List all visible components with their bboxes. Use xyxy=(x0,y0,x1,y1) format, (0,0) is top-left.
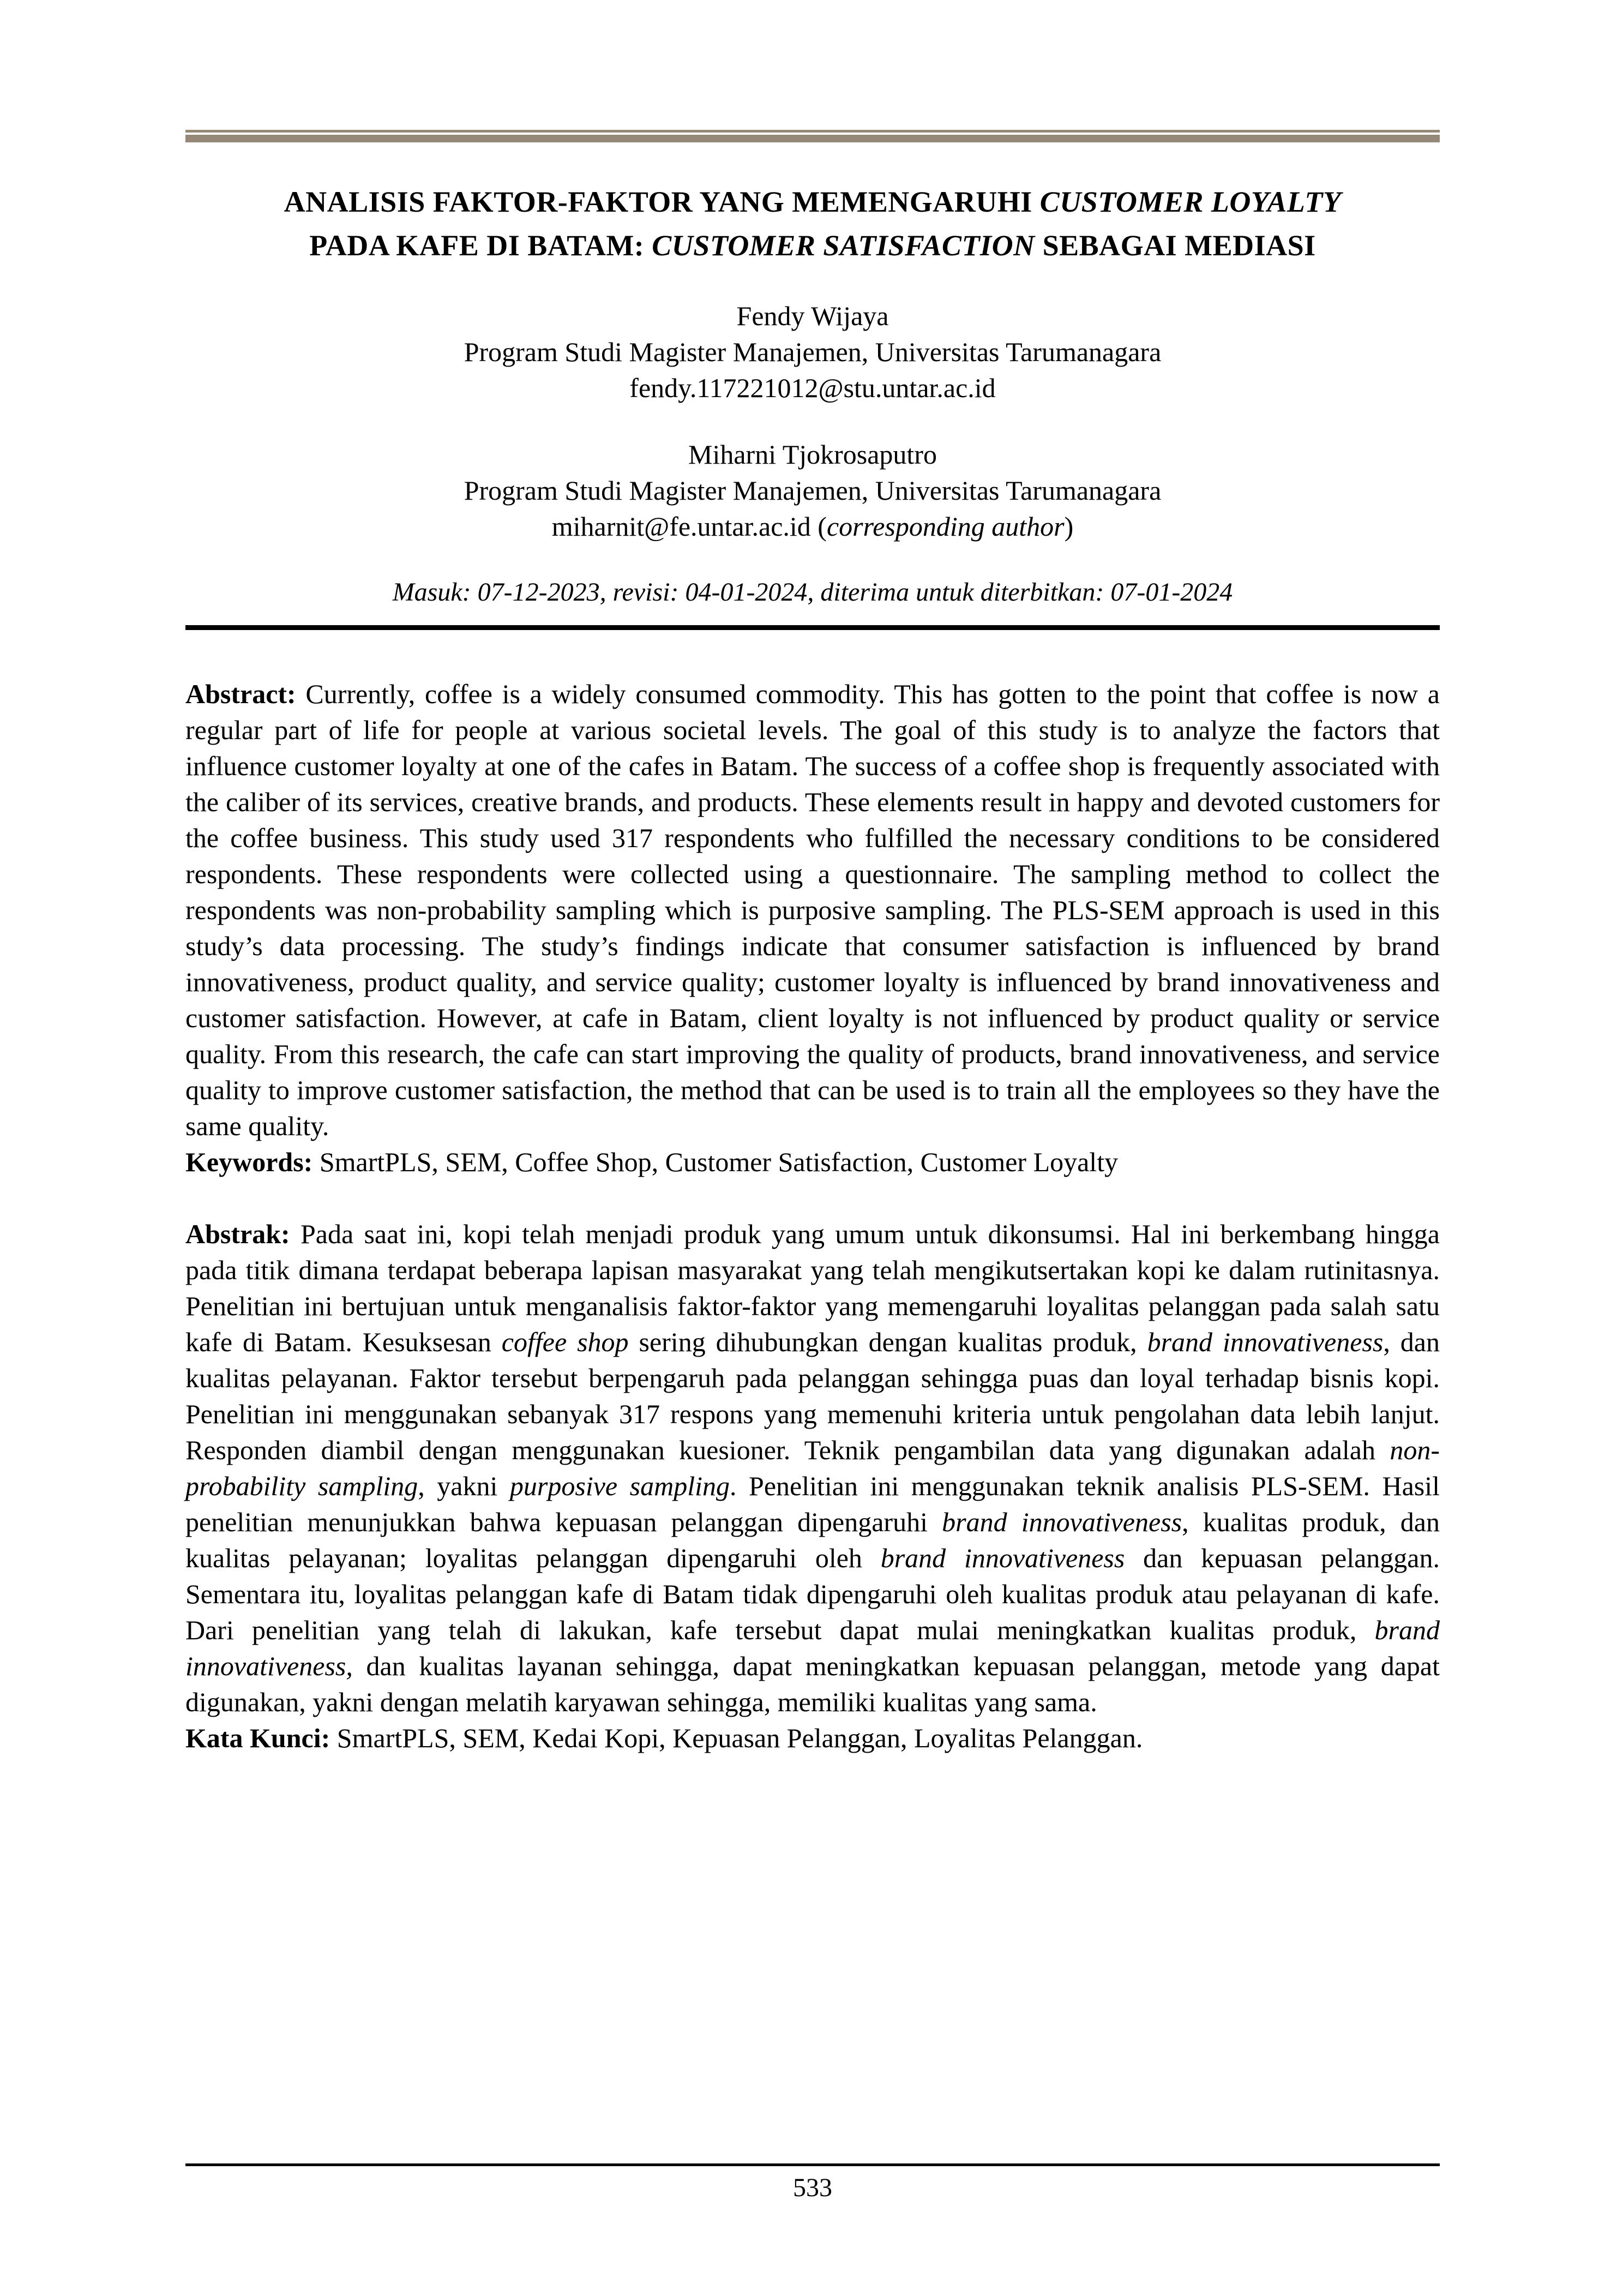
section-divider-rule xyxy=(185,625,1440,630)
keywords-line: Keywords: SmartPLS, SEM, Coffee Shop, Customer Satisfaction, Customer Loyalty xyxy=(185,1147,1119,1177)
page-title xyxy=(185,180,1440,267)
author-affiliation: Program Studi Magister Manajemen, Universitas Tarumanagara xyxy=(464,337,1162,367)
abstract-en-paragraph: Abstract: Currently, coffee is a widely consumed commodity. This has gotten to the point that coffee is now a regular part of life for people at various societal levels. The goal of this study is to analyze the factors that influence customer loyalty at one of the cafes in Batam. The success of a coffee shop is frequently associated with the caliber of its services, creative brands, and products. These elements result in happy and devoted customers for the coffee business. This study used 317 respondents who fulfilled the necessary conditions to be considered respondents. These respondents were collected using a questionnaire. The sampling method to collect the respondents was non-probability sampling which is purposive sampling. The PLS-SEM approach is used in this study’s data processing. The study’s findings indicate that consumer satisfaction is influenced by brand innovativeness, product quality, and service quality; customer loyalty is influenced by brand innovativeness and customer satisfaction. However, at cafe in Batam, client loyalty is not influenced by product quality or service quality. From this research, the cafe can start improving the quality of products, brand innovativeness, and service quality to improve customer satisfaction, the method that can be used is to train all the employees so they have the same quality. xyxy=(185,679,1440,1141)
author-block-2 xyxy=(185,436,1440,544)
page-content xyxy=(185,0,1440,1756)
submission-note: Masuk: 07-12-2023, revisi: 04-01-2024, diterima untuk diterbitkan: 07-01-2024 xyxy=(392,578,1233,607)
kata-kunci-line: Kata Kunci: SmartPLS, SEM, Kedai Kopi, Kepuasan Pelanggan, Loyalitas Pelanggan. xyxy=(185,1723,1143,1753)
title-line-1: ANALISIS FAKTOR-FAKTOR YANG MEMENGARUHI CUSTOMER LOYALTY xyxy=(284,185,1342,218)
author-affiliation: Program Studi Magister Manajemen, Universitas Tarumanagara xyxy=(464,475,1162,506)
footer-rule xyxy=(185,2163,1440,2166)
author-name: Fendy Wijaya xyxy=(736,301,889,331)
abstract-id-paragraph: Abstrak: Pada saat ini, kopi telah menjadi produk yang umum untuk dikonsumsi. Hal ini berkembang hingga pada titik dimana terdapat beberapa lapisan masyarakat yang telah mengikutsertakan kopi ke dalam rutinitasnya. Penelitian ini bertujuan untuk menganalisis faktor-faktor yang memengaruhi loyalitas pelanggan pada salah satu kafe di Batam. Kesuksesan coffee shop sering dihubungkan dengan kualitas produk, brand innovativeness, dan kualitas pelayanan. Faktor tersebut berpengaruh pada pelanggan sehingga puas dan loyal terhadap bisnis kopi. Penelitian ini menggunakan sebanyak 317 respons yang memenuhi kriteria untuk pengolahan data lebih lanjut. Responden diambil dengan menggunakan kuesioner. Teknik pengambilan data yang digunakan adalah non-probability sampling, yakni purposive sampling. Penelitian ini menggunakan teknik analisis PLS-SEM. Hasil penelitian menunjukkan bahwa kepuasan pelanggan dipengaruhi brand innovativeness, kualitas produk, dan kualitas pelayanan; loyalitas pelanggan dipengaruhi oleh brand innovativeness dan kepuasan pelanggan. Sementara itu, loyalitas pelanggan kafe di Batam tidak dipengaruhi oleh kualitas produk atau pelayanan di kafe. Dari penelitian yang telah di lakukan, kafe tersebut dapat mulai meningkatkan kualitas produk, brand innovativeness, dan kualitas layanan sehingga, dapat meningkatkan kepuasan pelanggan, metode yang dapat digunakan, yakni dengan melatih karyawan sehingga, memiliki kualitas yang sama. xyxy=(185,1219,1440,1717)
title-line-2: PADA KAFE DI BATAM: CUSTOMER SATISFACTION SEBAGAI MEDIASI xyxy=(309,229,1316,262)
author-block-1 xyxy=(185,298,1440,406)
author-name: Miharni Tjokrosaputro xyxy=(688,439,937,470)
author-email: fendy.117221012@stu.untar.ac.id xyxy=(629,373,996,403)
page-number: 533 xyxy=(793,2173,832,2202)
author-email: miharnit@fe.untar.ac.id (corresponding author) xyxy=(551,511,1074,542)
